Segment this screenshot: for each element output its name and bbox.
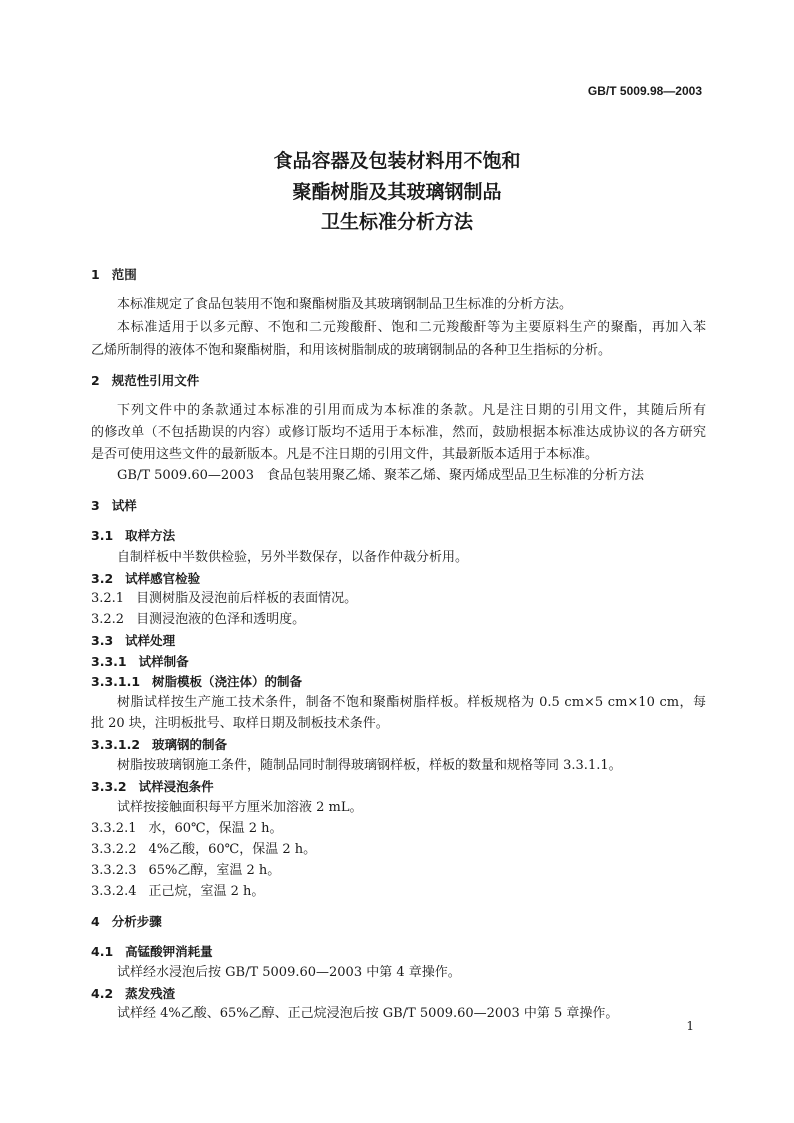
- section-number: 3.1: [91, 528, 114, 543]
- clause-number: 3.3.2.4: [91, 884, 137, 899]
- paragraph: 是否可使用这些文件的最新版本。凡是不注日期的引用文件，其最新版本适用于本标准。: [91, 447, 599, 462]
- subsection-3-3-1-2-heading: [91, 736, 706, 754]
- paragraph-text: 的修改单（不包括勘误的内容）或修订版均不适用于本标准，然而，鼓励根据本标准达成协议的各方研究: [91, 425, 706, 440]
- paragraph: 试样经 4%乙酸、65%乙醇、正己烷浸泡后按 GB/T 5009.60—2003 中第 5 章操作。: [117, 1006, 619, 1021]
- paragraph: 本标准规定了食品包装用不饱和聚酯树脂及其玻璃钢制品卫生标准的分析方法。: [117, 297, 573, 312]
- section-title: 蒸发残渣: [125, 986, 176, 1001]
- clause-text: 4%乙酸，60℃，保温 2 h。: [148, 842, 317, 857]
- subsection-4-1-heading: [91, 943, 706, 961]
- paragraph: 批 20 块，注明板批号、取样日期及制板技术条件。: [91, 716, 389, 731]
- section-4-heading: [91, 913, 706, 931]
- paragraph: [117, 402, 706, 420]
- section-number: 4.2: [91, 986, 114, 1001]
- clause-3-2-1: [91, 590, 706, 608]
- clause-text: 65%乙醇，室温 2 h。: [148, 863, 281, 878]
- section-number: 3.3.1: [91, 654, 127, 669]
- section-title: 试样: [111, 498, 137, 513]
- clause-text: 目测树脂及浸泡前后样板的表面情况。: [136, 591, 358, 606]
- normative-reference: GB/T 5009.60—2003 食品包装用聚乙烯、聚苯乙烯、聚丙烯成型品卫生标准的分析方法: [117, 468, 644, 483]
- section-title: 试样感官检验: [125, 571, 201, 586]
- paragraph: 试样按接触面积每平方厘米加溶液 2 mL。: [117, 800, 363, 815]
- clause-number: 3.3.2.3: [91, 863, 137, 878]
- paragraph-text: 树脂试样按生产施工技术条件，制备不饱和聚酯树脂样板。样板规格为 0.5 cm×5 cm×10 cm，每: [117, 695, 706, 710]
- section-1-heading: [91, 266, 706, 284]
- clause-number: 3.2.1: [91, 591, 125, 606]
- section-title: 试样浸泡条件: [138, 779, 214, 794]
- clause-text: 水，60℃，保温 2 h。: [148, 821, 283, 836]
- section-title: 规范性引用文件: [111, 373, 200, 388]
- section-number: 3: [91, 498, 100, 513]
- subsection-3-3-2-heading: [91, 778, 706, 796]
- document-title-line-2: 聚酯树脂及其玻璃钢制品: [292, 181, 502, 203]
- paragraph-text: 本标准适用于以多元醇、不饱和二元羧酸酐、饱和二元羧酸酐等为主要原料生产的聚酯，再加入苯: [117, 320, 706, 335]
- subsection-3-3-heading: [91, 632, 706, 650]
- clause-3-3-2-3: [91, 862, 706, 880]
- clause-number: 3.3.2.1: [91, 821, 137, 836]
- paragraph: [117, 319, 706, 337]
- subsection-3-3-1-1-heading: [91, 673, 706, 691]
- paragraph: 树脂按玻璃钢施工条件，随制品同时制得玻璃钢样板，样板的数量和规格等同 3.3.1.1。: [117, 758, 622, 773]
- subsection-3-3-1-heading: [91, 653, 706, 671]
- section-3-heading: [91, 497, 706, 515]
- clause-3-3-2-1: [91, 820, 706, 838]
- subsection-4-2-heading: [91, 985, 706, 1003]
- section-title: 分析步骤: [111, 914, 162, 929]
- document-title-line-1: 食品容器及包装材料用不饱和: [273, 150, 521, 172]
- paragraph: [91, 424, 706, 442]
- standard-code: GB/T 5009.98—2003: [587, 84, 702, 98]
- section-number: 3.2: [91, 571, 114, 586]
- section-number: 4.1: [91, 944, 114, 959]
- subsection-3-2-heading: [91, 570, 706, 588]
- section-number: 1: [91, 267, 100, 282]
- paragraph: 自制样板中半数供检验，另外半数保存，以备作仲裁分析用。: [117, 550, 469, 565]
- subsection-3-1-heading: [91, 527, 706, 545]
- clause-number: 3.3.2.2: [91, 842, 137, 857]
- section-title: 取样方法: [125, 528, 176, 543]
- section-number: 4: [91, 914, 100, 929]
- section-title: 试样处理: [125, 633, 176, 648]
- section-title: 试样制备: [138, 654, 189, 669]
- clause-text: 正己烷，室温 2 h。: [148, 884, 265, 899]
- section-number: 2: [91, 373, 100, 388]
- paragraph: 乙烯所制得的液体不饱和聚酯树脂，和用该树脂制成的玻璃钢制品的各种卫生指标的分析。: [91, 343, 612, 358]
- clause-number: 3.2.2: [91, 612, 125, 627]
- section-title: 树脂模板（浇注体）的制备: [152, 674, 303, 689]
- section-title: 高锰酸钾消耗量: [125, 944, 213, 959]
- section-number: 3.3.1.1: [91, 674, 141, 689]
- section-2-heading: [91, 372, 706, 390]
- clause-3-3-2-2: [91, 841, 706, 859]
- section-title: 范围: [111, 267, 137, 282]
- section-number: 3.3.1.2: [91, 737, 141, 752]
- paragraph: [117, 694, 706, 712]
- paragraph-text: 下列文件中的条款通过本标准的引用而成为本标准的条款。凡是注日期的引用文件，其随后所有: [117, 403, 706, 418]
- document-title-line-3: 卫生标准分析方法: [320, 211, 473, 233]
- clause-3-2-2: [91, 611, 706, 629]
- section-number: 3.3.2: [91, 779, 127, 794]
- page-number: 1: [686, 1019, 694, 1033]
- paragraph: 试样经水浸泡后按 GB/T 5009.60—2003 中第 4 章操作。: [117, 965, 461, 980]
- section-title: 玻璃钢的制备: [152, 737, 228, 752]
- section-number: 3.3: [91, 633, 114, 648]
- clause-3-3-2-4: [91, 883, 706, 901]
- clause-text: 目测浸泡液的色泽和透明度。: [136, 612, 306, 627]
